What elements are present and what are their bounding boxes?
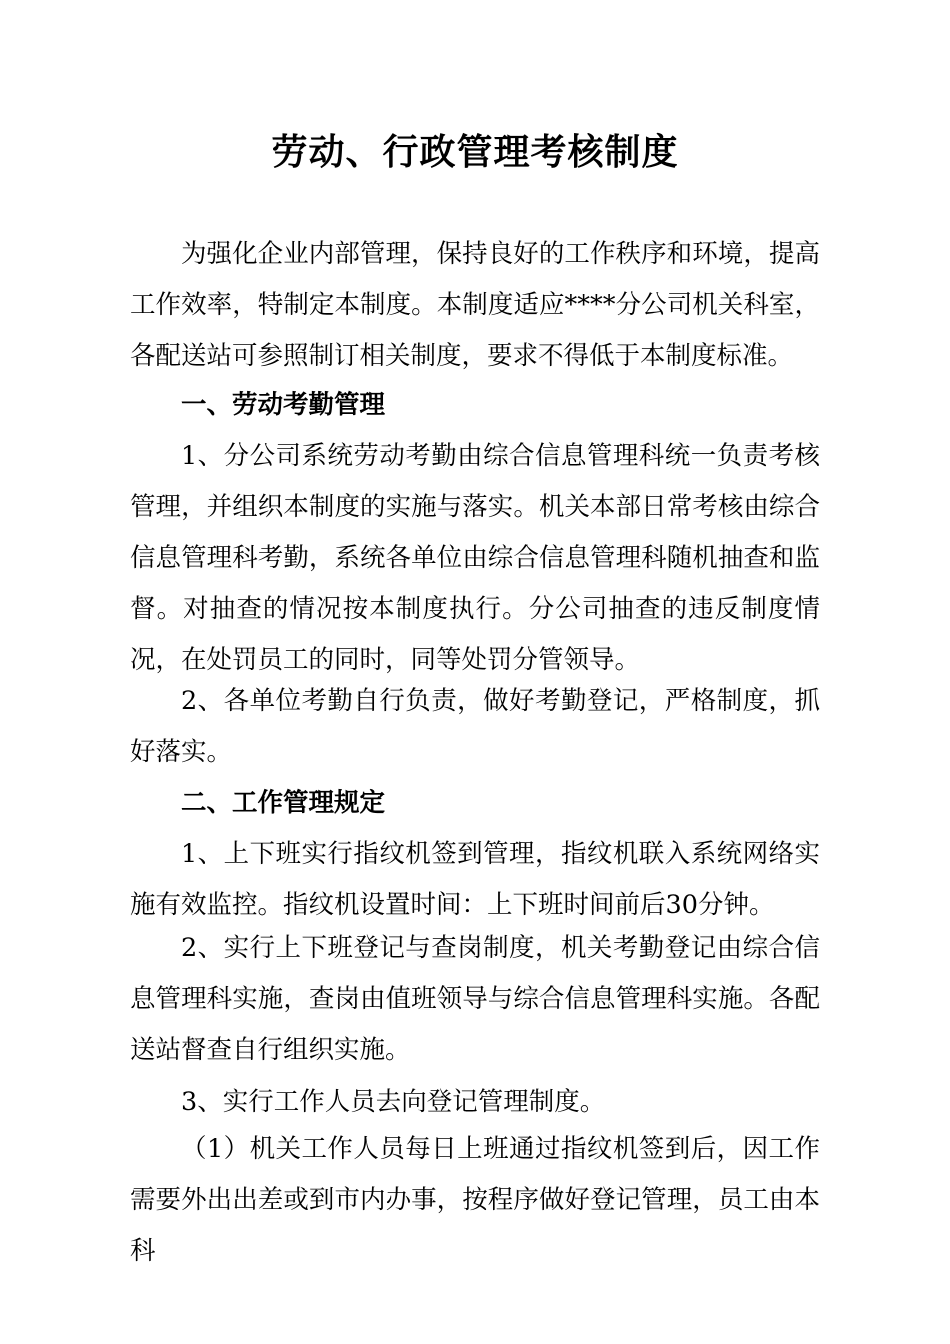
paragraph: 1、上下班实行指纹机签到管理，指纹机联入系统网络实施有效监控。指纹机设置时间：上下班时间前后30分钟。	[130, 839, 820, 920]
paragraph: 2、实行上下班登记与查岗制度，机关考勤登记由综合信息管理科实施，查岗由值班领导与综合信息管理科实施。各配送站督查自行组织实施。	[130, 933, 820, 1065]
document-title: 劳动、行政管理考核制度	[271, 132, 679, 173]
paragraph: 3、实行工作人员去向登记管理制度。	[181, 1087, 606, 1117]
section-heading-work-rules: 二、工作管理规定	[181, 788, 386, 818]
section-heading-attendance: 一、劳动考勤管理	[181, 390, 386, 420]
paragraph: （1）机关工作人员每日上班通过指纹机签到后，因工作需要外出出差或到市内办事，按程序做好登记管理，员工由本科	[130, 1134, 820, 1266]
paragraph: 2、各单位考勤自行负责，做好考勤登记，严格制度，抓好落实。	[130, 686, 820, 767]
intro-paragraph: 为强化企业内部管理，保持良好的工作秩序和环境，提高工作效率，特制定本制度。本制度适应****分公司机关科室，各配送站可参照制订相关制度，要求不得低于本制度标准。	[130, 239, 820, 371]
paragraph: 1、分公司系统劳动考勤由综合信息管理科统一负责考核管理，并组织本制度的实施与落实。机关本部日常考核由综合信息管理科考勤，系统各单位由综合信息管理科随机抽查和监督。对抽查的情况按本制度执行。分公司抽查的违反制度情况，在处罚员工的同时，同等处罚分管领导。	[130, 441, 820, 675]
